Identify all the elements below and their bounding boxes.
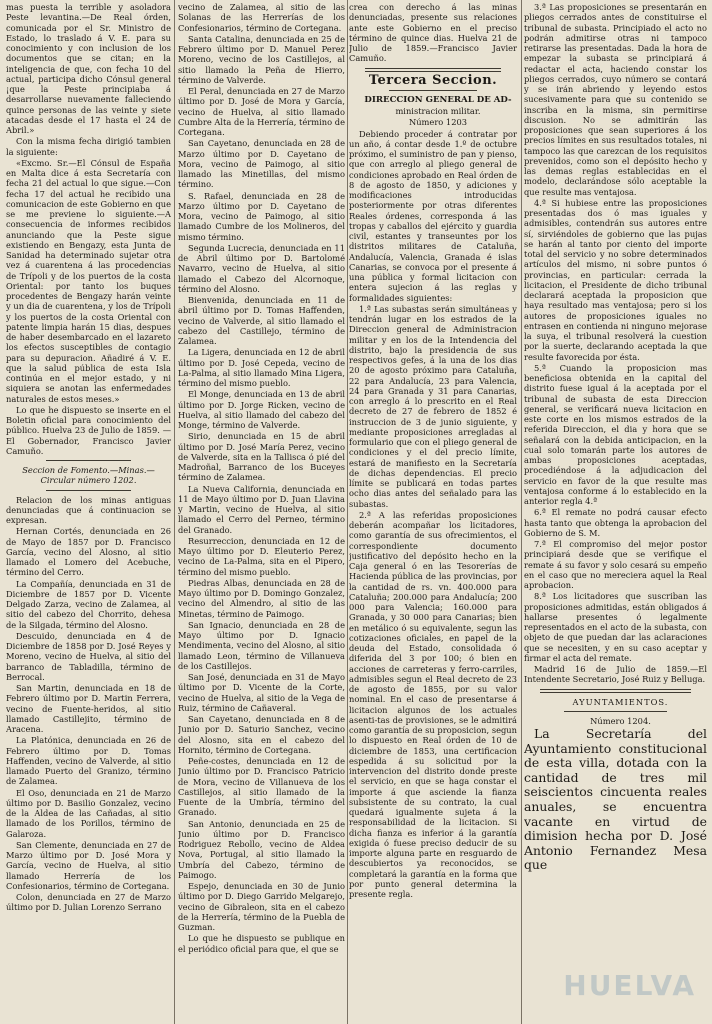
mine-entry: San Ignacio, denunciada en 28 de Mayo último por D. Ignacio Mendimenta, vecino del Alosno, al sitio llamado Leon, término de Villanueva de los Castillejos. [178,619,345,671]
mine-entry: Colon, denunciada en 27 de Marzo último por D. Julian Lorenzo Serrano [6,892,171,913]
mine-entry: Hernan Cortés, denunciada en 26 de Mayo de 1857 por D. Francisco García, vecino del Alosno, al sitio llamado el Lomero del Acebuche, término del Cerro. [6,526,171,578]
mine-entry: Descuido, denunciada en 4 de Diciembre de 1858 por D. José Reyes y Moreno, vecino de Huelva, al sitio del barranco de Tabladilla, término de Berrocal. [6,630,171,682]
mine-entry: La Nueva California, denunciada en 11 de Mayo último por D. Juan Llavina y Martin, vecino de Huelva, al sitio llamado el Cerro del Perneo, término del Granado. [178,483,345,535]
column-4 [524,2,707,1024]
circular-heading: Seccion de Fomento.—Minas.—Circular número 1202. [22,465,155,486]
mine-entry: Santa Catalina, denunciada en 25 de Febrero último por D. Manuel Perez Moreno, vecino de los Castillejos, al sitio llamado la Peña de Hierro, término de Valverde. [178,33,345,85]
mine-entry: El Monge, denunciada en 13 de abril último por D. Jorge Ricken, vecino de Huelva, al sitio llamado del cabezo del Monge, término de Valverde. [178,389,345,430]
paragraph: crea con derecho á las minas denunciadas, presente sus relaciones ante este Gobierno en el preciso término de quince dias. Huelva 21 de Julio de 1859.—Francisco Javier Camuño. [349,2,517,64]
rule-paragraph: 8.ª Los licitadores que suscriban las proposiciones admitidas, están obligados á hallarse presentes ó legalmente representados en el acto de la subasta, con objeto de que puedan dar las aclaraciones que se necesiten, y en su caso aceptar y firmar el acta del remate. [524,591,707,663]
watermark-text: HUELVA [563,969,696,1002]
column-3 [349,2,517,1024]
rule-paragraph: 3.ª Las proposiciones se presentarán en pliegos cerrados antes de constituirse el tribunal de subasta. Principiado el acto no podrán admitirse otras ni tampoco retirarse las presentadas. Dada la hora de empezar la subasta se principiará á redactar el acta, haciendo constar los pliegos cerrados, cuyo número se contará y se irán abriendo y leyendo estos sucesivamente para que su contenido se inscriba en la misma, sin permitirse discusion. No se admitirán las proposiciones que sean superiores á los precios límites en sus resultados totales, ni tampoco las que carezcan de los requisitos prevenidos, como son el depósito hecho y las demas reglas establecidas en el modelo, declarándose sólo aceptable la que resulte mas ventajosa. [524,2,707,197]
notice-number: Número 1203 [408,117,468,128]
paragraph: «Excmo. Sr.—El Cónsul de España en Malta dice á esta Secretaría con fecha 21 del actual lo que sigue.—Con fecha 17 del actual he recibido una comunicacion de este Gobierno en que se me previene lo siguiente.—A consecuencia de informes recibidos anunciando que la Peste sigue existiendo en Bengazy, esta Junta de Sanidad ha determinado sujetar otra vez á cuarentena á las procedencias de Trípoli y de los puertos de la costa Oriental: por tanto los buques procedentes de Bengazy harán veinte y un dia de cuarentena, y los de Trípoli y los puertos de la costa Oriental con patente limpia harán 15 dias, despues de haber desembarcado en el lazareto los efectos susceptibles de contagio para su depuracion. Añadiré á V. E. que la salud pública de esta Isla continúa en el mejor estado, y ni siquiera se anotan las enfermedades naturales de estos meses.» [6,157,171,404]
archive-watermark [563,969,696,1002]
mine-entry: San José, denunciada en 31 de Mayo último por D. Vicente de la Corte, vecino de Huelva, al sitio de la Vega de Ruiz, término de Cañaveral. [178,672,345,713]
column-rule [174,0,175,1024]
large-paragraph: La Secretaría del Ayuntamiento constitucional de esta villa, dotada con la cantidad de tres mil seiscientos cincuenta reales anuales, se encuentra vacante en virtud de dimision hecha por D. José Antonio Fernandez Mesa que [524,726,707,873]
signature-paragraph: Madrid 16 de Julio de 1859.—El Intendente Secretario, José Ruiz y Belluga. [524,664,707,685]
column-2 [178,2,345,1024]
column-rule [521,0,522,1024]
separator [564,711,667,712]
mine-entry: S. Rafael, denunciada en 28 de Marzo último por D. Cayetano de Mora, vecino de Paimogo, al sitio llamado Cumbre de los Molineros, del mismo término. [178,190,345,242]
paragraph: Relacion de los minas antiguas denunciadas que á continuacion se expresan. [6,494,171,525]
paragraph: Lo que he dispuesto se publique en el periódico oficial para que, el que se [178,933,345,954]
rule-paragraph: 1.ª Las subastas serán simultáneas y tendrán lugar en los estrados de la Direccion general de Administracion militar y en los de la Intendencia del distrito, bajo la presidencia de sus respectivos gefes, á la una de los dias 20 de agosto próximo para Cataluña, 22 para Andalucía, 23 para Valencia, 24 para Granada y 31 para Canarias, con arreglo á lo prescrito en el Real decreto de 27 de febrero de 1852 é instruccion de 3 de junio siguiente, y mediante proposiciones arregladas al formulario que con el pliego general de condiciones y el del precio límite, estará de manifiesto en la Secretaría de dichas dependencias. El precio límite se publicará en todas partes ocho dias antes del señalado para las subastas. [349,303,517,509]
mine-entry: vecino de Zalamea, al sitio de las Solanas de las Herrerías de los Confesionarios, término de Cortegana. [178,2,345,33]
mine-entry: San Clemente, denunciada en 27 de Marzo último por D. José Mora y García, vecino de Huelva, al sitio llamado Herrería de los Confesionarios, término de Cortegana. [6,839,171,891]
mine-entry: El Peral, denunciada en 27 de Marzo último por D. José de Mora y García, vecino de Huelva, al sitio llamado Cumbre Alta de la Herrería, término de Cortegana. [178,86,345,137]
mine-entry: Segunda Lucrecia, denunciada en 11 de Abril último por D. Bartolomé Navarro, vecino de Huelva, al sitio llamado el Cabezo del Alcornoque, término del Alosno. [178,242,345,294]
paragraph: mas puesta la terrible y asoladora Peste levantina.—De Real órden, comunicada por el Sr. Ministro de Estado, lo traslado á V. E. para su conocimiento y con inclusion de los documentos que se citan; en la inteligencia de que, con fecha 10 del actual, participa dicho Cónsul general ¡que la Peste principiaba á desarrollarse nuevamente falleciendo quince personas de las veinte y siete atacadas desde el 17 hasta el 24 de Abril.» [6,2,171,135]
paragraph: Con la misma fecha dirigió tambien la siguiente: [6,136,171,157]
mine-entry: La Ligera, denunciada en 12 de abril último por D. José Cepeda, vecino de La-Palma, al sitio llamado Mina Ligera, término del mismo pueblo. [178,347,345,388]
mine-entry: San Martin, denunciada en 18 de Febrero último por D. Martin Ferrera, vecino de Fuente-heridos, al sitio llamado Castillejito, término de Aracena. [6,683,171,734]
directorate-subtitle: ministracion militar. [395,106,481,116]
mine-entry: San Cayetano, denunciada en 28 de Marzo último por D. Cayetano de Mora, vecino de Paimogo, al sitio llamado las Minetillas, del mismo término. [178,138,345,190]
mine-entry: San Cayetano, denunciada en 8 de Junio por D. Saturio Sanchez, vecino del Alosno, sita en el cabezo del Hornito, término de Cortegana. [178,714,345,755]
mine-entry: Espejo, denunciada en 30 de Junio último por D. Diego Garrido Melgarejo, vecino de Gibraleon, sita en el cabezo de la Herrería, término de la Puebla de Guzman. [178,881,345,932]
mine-entry: Sirio, denunciada en 15 de abril último por D. José María Perez, vecino de Valverde, sita en la Tallisca ó pié del Madroñal, Barranco de los Buceyes término de Zalamea. [178,431,345,483]
mine-entry: Peñe-costes, denunciada en 12 de Junio último por D. Francisco Patricio de Mora, vecino de Villanueva de los Castillejos, al sitio llamado de la Fuente de la Umbría, término del Granado. [178,756,345,818]
separator [389,90,477,91]
mine-entry: Piedras Albas, denunciada en 28 de Mayo último por D. Domingo Gonzalez, vecino del Almendro, al sitio de las Minetas, término de Paimogo. [178,577,345,619]
notice-number: Número 1204. [590,715,651,726]
column-1 [6,2,171,1024]
column-rule [347,0,348,1024]
section-title: Tercera Seccion. [368,72,498,88]
directorate-title: DIRECCION GENERAL DE AD- [364,94,512,105]
separator [540,689,691,693]
separator [46,460,131,461]
separator [46,490,131,491]
mine-entry: San Antonio, denunciada en 25 de Junio último por D. Francisco Rodriguez Rebollo, vecino de Aldea Nova, Portugal, al sitio llamado la Umbría del Cabezo, término de Paimogo. [178,818,345,880]
mine-entry: Bienvenida, denunciada en 11 de abril último por D. Tomas Haffenden, vecino de Valverde, al sitio llamado el cabezo del Castillejo, término de Zalamea. [178,295,345,346]
rule-paragraph: 2.ª A las referidas proposiciones deberán acompañar los licitadores, como garantía de sus ofrecimientos, el correspondiente documento justificativo del depósito hecho en la Caja general ó en las Tesorerías de Hacienda pública de las provincias, por la cantidad de rs. vn. 400.000 para Cataluña; 200.000 para Andalucía; 200 000 para Valencia; 160.000 para Granada, y 30 000 para Canarias; bien en metálico ó su equivalente, segun las cotizaciones oficiales, en papel de la deuda del Estado, consolidada ó diferida del 3 por 100; ó bien en acciones de carreteras y ferro-carriles, admisibles segun el Real decreto de 23 de agosto de 1855, por su valor nominal. En el caso de presentarse á licitacion algunos de los actuales asenti-tas de provisiones, se le admitirá como garantía de su proposicion, segun lo dispuesto en Real órden de 10 de diciembre de 1853, una certificacion espedida á su solicitud por la intervencion del distrito donde preste el servicio, en que se haga constar el importe á que asciende la fianza subsistente de su contrato, la cual quedará igualmente sujeta á la responsabilidad de la licitacion. Si dicha fianza es inferior á la garantía exigida ó fuese preciso deducir de su importe alguna parte en resguardo de descubiertos ya reconocidos, se completará la garantía en la forma que por punto general determina la presente regla. [349,509,517,899]
paragraph: Debiendo proceder á contratar por un año, á contar desde 1.º de octubre próximo, el suministro de pan y pienso, que con arreglo al pliego general de condiciones aprobado en Real órden de 8 de agosto de 1850, y adiciones y modificaciones introducidas posteriormente por otras diferentes Reales órdenes, corresponda á las tropas y caballos del ejército y guardia civil, estantes y transeuntes por los distritos militares de Cataluña, Andalucía, Valencia, Granada é islas Canarias, se convoca por el presente á una pública y formal licitacion con entera sujecion á las reglas y formalidades siguientes: [349,128,517,303]
rule-paragraph: 4.ª Si hubiese entre las proposiciones presentadas dos ó mas iguales y admisibles, contendrán sus autores entre sí, sirviéndoles de gobierno que las pujas se harán al tanto por ciento del importe total del servicio y no sobre determinados artículos del mismo, ni sobre puntos ó provincias, en particular: cerrada la licitacion, el Presidente de dicho tribunal declarará aceptada la proposicion que haya resultado mas ventajosa; pero si los autores de proposiciones iguales no entrasen en contienda ni ninguno mejorase la suya, el tribunal resolverá la cuestion por la suerte, declarando aceptada la que resulte favorecida por ésta. [524,197,707,362]
rule-paragraph: 7.ª El compromiso del mejor postor principiará desde que se verifique el remate á su favor y solo cesará su empeño en el caso que no mereciera aquel la Real aprobacion. [524,539,707,590]
mine-entry: La Compañía, denunciada en 31 de Diciembre de 1857 por D. Vicente Delgado Zarza, vecino de Zalamea, al sitio del cabezo del Chorrito, dehesa de la Silgada, término del Alosno. [6,578,171,630]
separator [365,68,501,72]
mine-entry: Resurreccion, denunciada en 12 de Mayo último por D. Eleuterio Perez, vecino de La-Palma, sita en el Pipero, término del mismo pueblo. [178,535,345,577]
paragraph: Lo que he dispuesto se inserte en el Boletin oficial para conocimiento del público. Huelva 23 de Julio de 1859. —El Gobernador, Francisco Javier Camuño. [6,404,171,456]
rule-paragraph: 5.ª Cuando la proposicion mas beneficiosa obtenida en la capital del distrito fuese igual á la aceptada por el tribunal de subasta de esta Direccion general, se verificará nueva licitacion en este corte en los mismos estrados de la referida Direccion, el dia y hora que se señalará con la debida anticipacion, en la cual solo tomarán parte los autores de ambas proposiciones aceptadas, procediéndose á la adjudicacion del servicio en favor de la que resulte mas ventajosa conforme á lo establecido en la anterior regla 4.ª [524,362,707,506]
rule-paragraph: 6.ª El remate no podrá causar efecto hasta tanto que obtenga la aprobacion del Gobierno de S. M. [524,507,707,538]
mine-entry: La Platónica, denunciada en 26 de Febrero último por D. Tomas Haffenden, vecino de Valverde, al sitio llamado Puerto del Granizo, término de Zalamea. [6,735,171,787]
ayuntamientos-heading: AYUNTAMIENTOS. [572,696,669,707]
mine-entry: El Oso, denunciada en 21 de Marzo último por D. Basilio Gonzalez, vecino de la Aldea de las Cañadas, al sitio llamado de los Porillos, término de Galaroza. [6,787,171,839]
